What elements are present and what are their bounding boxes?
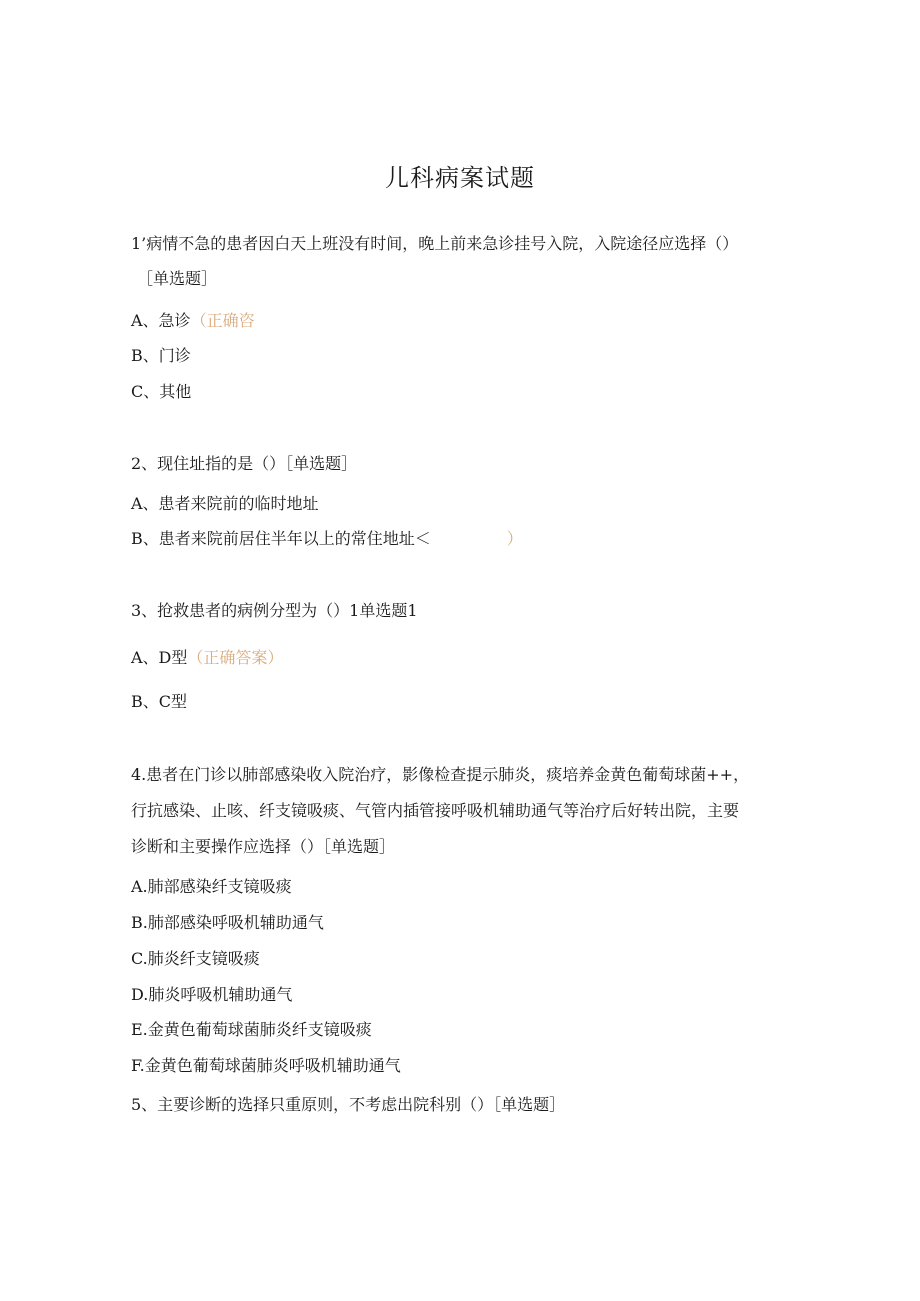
question-4-option-a: A.肺部感染纤支镜吸痰 bbox=[131, 877, 292, 896]
correct-answer-mark: （正确答案） bbox=[187, 648, 284, 667]
question-2-stem: 2、现住址指的是（）［单选题］ bbox=[131, 454, 358, 473]
correct-answer-mark: （正确咨 bbox=[190, 311, 255, 330]
question-2-option-b bbox=[131, 528, 523, 550]
correct-answer-mark: ） bbox=[506, 529, 523, 548]
question-4-option-d: D.肺炎呼吸机辅助通气 bbox=[131, 985, 293, 1004]
question-4-stem-line-1: 4.患者在门诊以肺部感染收入院治疗，影像检查提示肺炎，痰培养金黄色葡萄球菌++， bbox=[131, 765, 750, 784]
question-5-stem: 5、主要诊断的选择只重原则，不考虑出院科别（）［单选题］ bbox=[131, 1095, 566, 1114]
page-title: 儿科病案试题 bbox=[385, 164, 535, 192]
question-3-stem: 3、抢救患者的病例分型为（）1单选题1 bbox=[131, 601, 418, 620]
option-text: A、D型 bbox=[131, 648, 188, 667]
question-1-option-b: B、门诊 bbox=[131, 346, 191, 365]
question-4-stem-line-3: 诊断和主要操作应选择（）［单选题］ bbox=[131, 837, 396, 856]
option-text: A、急诊 bbox=[131, 311, 191, 330]
question-3-option-a bbox=[131, 647, 283, 669]
option-text: B、患者来院前居住半年以上的常住地址＜ bbox=[131, 529, 431, 548]
question-3-option-b: B、C型 bbox=[131, 692, 188, 711]
question-1-stem-line-2: ［单选题］ bbox=[137, 269, 218, 288]
question-1-stem-line-1: 1’病情不急的患者因白天上班没有时间，晚上前来急诊挂号入院，入院途径应选择（） bbox=[131, 234, 739, 253]
question-4-option-e: E.金黄色葡萄球菌肺炎纤支镜吸痰 bbox=[131, 1020, 372, 1039]
question-4-option-f: F.金黄色葡萄球菌肺炎呼吸机辅助通气 bbox=[131, 1056, 401, 1075]
question-2-option-a: A、患者来院前的临时地址 bbox=[131, 494, 319, 513]
question-4-option-c: C.肺炎纤支镜吸痰 bbox=[131, 949, 260, 968]
question-4-stem-line-2: 行抗感染、止咳、纤支镜吸痰、气管内插管接呼吸机辅助通气等治疗后好转出院，主要 bbox=[131, 801, 740, 820]
question-4-option-b: B.肺部感染呼吸机辅助通气 bbox=[131, 913, 324, 932]
question-1-option-a bbox=[131, 310, 255, 332]
question-1-option-c: C、其他 bbox=[131, 382, 192, 401]
